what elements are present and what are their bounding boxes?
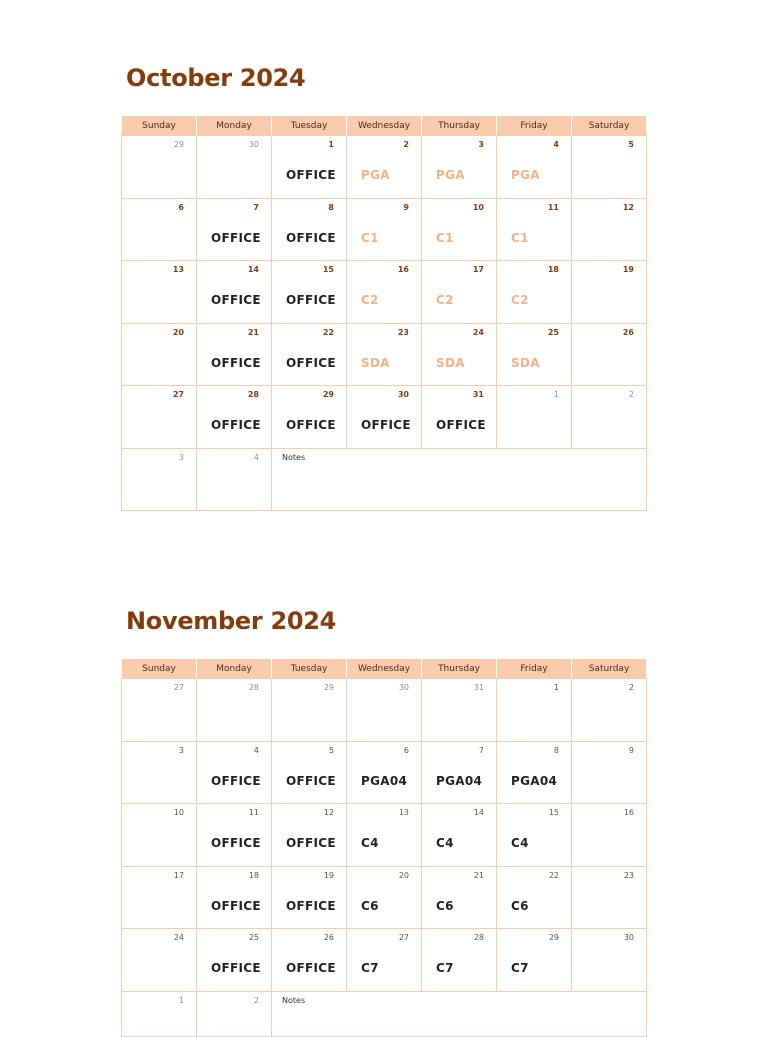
day-cell[interactable] <box>497 741 572 804</box>
day-cell[interactable] <box>497 323 572 386</box>
week-row <box>122 866 647 929</box>
day-number: 27 <box>172 390 184 399</box>
weekday-header: Tuesday <box>272 659 347 679</box>
event-label: PGA04 <box>436 773 483 788</box>
event-label: PGA <box>511 168 540 182</box>
day-cell[interactable] <box>197 929 272 992</box>
event-label: OFFICE <box>211 355 261 370</box>
day-cell[interactable] <box>272 929 347 992</box>
day-cell[interactable] <box>497 679 572 742</box>
week-row <box>122 679 647 742</box>
event-label: C4 <box>436 836 454 850</box>
day-cell[interactable] <box>422 323 497 386</box>
day-number: 20 <box>398 870 409 880</box>
day-cell[interactable] <box>122 929 197 992</box>
day-cell[interactable] <box>122 448 197 510</box>
weekday-header: Friday <box>497 659 572 679</box>
day-cell[interactable] <box>422 679 497 742</box>
notes-label: Notes <box>282 452 306 462</box>
day-number: 29 <box>173 140 184 149</box>
event-label: C6 <box>361 898 379 913</box>
day-number: 1 <box>328 140 334 149</box>
weekday-header: Thursday <box>422 116 497 136</box>
event-label: PGA <box>436 168 465 182</box>
weekday-header: Saturday <box>572 116 647 136</box>
day-number: 26 <box>622 327 634 337</box>
month-title: October 2024 <box>126 64 306 92</box>
day-cell[interactable] <box>122 804 197 867</box>
day-cell[interactable] <box>122 991 197 1036</box>
day-cell[interactable] <box>572 386 647 449</box>
day-number: 15 <box>548 808 559 817</box>
event-label: C4 <box>511 836 529 850</box>
day-cell[interactable] <box>497 261 572 324</box>
event-label: SDA <box>361 355 390 370</box>
day-cell[interactable] <box>422 261 497 324</box>
event-label: OFFICE <box>286 230 336 245</box>
day-number: 18 <box>547 265 559 274</box>
day-number: 27 <box>398 933 409 942</box>
day-number: 29 <box>548 933 559 942</box>
day-cell[interactable] <box>197 448 272 510</box>
day-number: 22 <box>322 327 334 337</box>
day-number: 31 <box>472 390 484 399</box>
day-number: 6 <box>403 745 409 755</box>
week-row <box>122 804 647 867</box>
weekday-header: Thursday <box>422 659 497 679</box>
notes-area[interactable] <box>272 991 647 1036</box>
day-cell[interactable] <box>497 136 572 199</box>
day-cell[interactable] <box>272 679 347 742</box>
weekday-header: Monday <box>197 116 272 136</box>
day-number: 29 <box>322 390 334 399</box>
day-cell[interactable] <box>422 866 497 929</box>
day-number: 11 <box>547 202 559 212</box>
day-number: 5 <box>328 745 334 755</box>
day-number: 25 <box>547 327 559 337</box>
event-label: C1 <box>361 230 379 245</box>
weekday-header: Sunday <box>122 659 197 679</box>
day-number: 27 <box>173 683 184 692</box>
day-cell[interactable] <box>572 261 647 324</box>
day-cell[interactable] <box>572 804 647 867</box>
day-cell[interactable] <box>272 741 347 804</box>
day-cell[interactable] <box>122 866 197 929</box>
notes-row <box>122 991 647 1036</box>
day-number: 14 <box>473 808 484 817</box>
day-number: 30 <box>623 933 634 942</box>
event-label: OFFICE <box>286 773 336 788</box>
day-number: 13 <box>172 265 184 274</box>
day-number: 2 <box>628 390 634 399</box>
day-number: 2 <box>253 995 259 1005</box>
day-number: 3 <box>478 140 484 149</box>
day-cell[interactable] <box>197 198 272 261</box>
day-cell[interactable] <box>197 991 272 1036</box>
day-cell[interactable] <box>272 261 347 324</box>
day-cell[interactable] <box>572 741 647 804</box>
day-cell[interactable] <box>497 198 572 261</box>
day-number: 4 <box>553 140 559 149</box>
day-cell[interactable] <box>422 386 497 449</box>
day-number: 5 <box>628 140 634 149</box>
day-cell[interactable] <box>347 929 422 992</box>
event-label: OFFICE <box>361 418 411 432</box>
week-row <box>122 741 647 804</box>
day-cell[interactable] <box>272 323 347 386</box>
day-number: 17 <box>472 265 484 274</box>
day-number: 12 <box>622 202 634 212</box>
day-number: 11 <box>248 808 259 817</box>
day-cell[interactable] <box>497 804 572 867</box>
weekday-header: Friday <box>497 116 572 136</box>
weekday-header: Monday <box>197 659 272 679</box>
day-number: 1 <box>178 995 184 1005</box>
day-number: 10 <box>173 808 184 817</box>
day-number: 4 <box>253 745 259 755</box>
day-cell[interactable] <box>197 323 272 386</box>
weekday-header: Sunday <box>122 116 197 136</box>
day-number: 28 <box>247 390 259 399</box>
event-label: C4 <box>361 836 379 850</box>
event-label: C2 <box>436 293 454 307</box>
month-title: November 2024 <box>126 607 337 635</box>
day-number: 30 <box>248 140 259 149</box>
event-label: SDA <box>436 355 465 370</box>
day-cell[interactable] <box>347 323 422 386</box>
day-number: 15 <box>322 265 334 274</box>
day-number: 9 <box>628 745 634 755</box>
day-number: 3 <box>178 745 184 755</box>
day-number: 9 <box>403 202 409 212</box>
event-label: OFFICE <box>211 230 261 245</box>
month-calendar-table <box>121 115 647 511</box>
weekday-header: Wednesday <box>347 116 422 136</box>
day-cell[interactable] <box>422 804 497 867</box>
event-label: OFFICE <box>436 418 486 432</box>
day-cell[interactable] <box>347 261 422 324</box>
day-number: 24 <box>472 327 484 337</box>
day-cell[interactable] <box>272 386 347 449</box>
week-row <box>122 929 647 992</box>
day-number: 1 <box>553 390 559 399</box>
day-number: 16 <box>623 808 634 817</box>
day-cell[interactable] <box>422 136 497 199</box>
day-cell[interactable] <box>422 741 497 804</box>
day-number: 21 <box>247 327 259 337</box>
event-label: C2 <box>511 293 529 307</box>
day-number: 4 <box>253 452 259 462</box>
day-number: 16 <box>397 265 409 274</box>
day-cell[interactable] <box>197 866 272 929</box>
day-cell[interactable] <box>272 866 347 929</box>
event-label: C1 <box>436 230 454 245</box>
event-label: OFFICE <box>286 961 336 975</box>
day-cell[interactable] <box>347 804 422 867</box>
day-number: 17 <box>173 870 184 880</box>
day-cell[interactable] <box>272 198 347 261</box>
notes-row <box>122 448 647 510</box>
day-number: 8 <box>328 202 334 212</box>
day-number: 28 <box>473 933 484 942</box>
day-number: 13 <box>398 808 409 817</box>
weekday-header: Tuesday <box>272 116 347 136</box>
day-cell[interactable] <box>197 261 272 324</box>
day-cell[interactable] <box>347 136 422 199</box>
day-cell[interactable] <box>122 198 197 261</box>
event-label: C1 <box>511 230 529 245</box>
event-label: C7 <box>361 961 379 975</box>
event-label: C7 <box>511 961 529 975</box>
week-row <box>122 136 647 199</box>
day-number: 8 <box>553 745 559 755</box>
day-number: 1 <box>553 683 559 692</box>
event-label: OFFICE <box>211 898 261 913</box>
weekday-header: Wednesday <box>347 659 422 679</box>
day-cell[interactable] <box>497 866 572 929</box>
day-number: 22 <box>548 870 559 880</box>
event-label: OFFICE <box>286 293 336 307</box>
event-label: PGA04 <box>511 773 558 788</box>
weekday-header-row <box>122 116 647 136</box>
day-cell[interactable] <box>572 198 647 261</box>
day-number: 29 <box>323 683 334 692</box>
event-label: OFFICE <box>286 168 336 182</box>
weekday-header-row <box>122 659 647 679</box>
day-number: 18 <box>248 870 259 880</box>
day-number: 2 <box>403 140 409 149</box>
day-number: 28 <box>248 683 259 692</box>
day-number: 26 <box>323 933 334 942</box>
day-cell[interactable] <box>422 198 497 261</box>
day-cell[interactable] <box>122 679 197 742</box>
day-cell[interactable] <box>572 679 647 742</box>
month-calendar-table <box>121 658 647 1037</box>
day-cell[interactable] <box>122 323 197 386</box>
day-number: 2 <box>628 683 634 692</box>
week-row <box>122 261 647 324</box>
day-cell[interactable] <box>122 386 197 449</box>
day-cell[interactable] <box>347 741 422 804</box>
event-label: C2 <box>361 293 379 307</box>
day-cell[interactable] <box>422 929 497 992</box>
day-cell[interactable] <box>572 866 647 929</box>
day-number: 7 <box>253 202 259 212</box>
week-row <box>122 198 647 261</box>
day-number: 12 <box>323 808 334 817</box>
day-number: 25 <box>248 933 259 942</box>
day-cell[interactable] <box>122 741 197 804</box>
event-label: PGA04 <box>361 773 408 788</box>
event-label: OFFICE <box>286 355 336 370</box>
event-label: PGA <box>361 168 390 182</box>
day-number: 21 <box>473 870 484 880</box>
event-label: C6 <box>511 898 529 913</box>
event-label: OFFICE <box>211 961 261 975</box>
day-number: 19 <box>323 870 334 880</box>
week-row <box>122 386 647 449</box>
day-number: 14 <box>247 265 259 274</box>
day-cell[interactable] <box>272 136 347 199</box>
day-cell[interactable] <box>122 261 197 324</box>
day-number: 20 <box>172 327 184 337</box>
notes-label: Notes <box>282 995 306 1005</box>
day-number: 23 <box>623 870 634 880</box>
day-cell[interactable] <box>347 679 422 742</box>
day-number: 23 <box>397 327 409 337</box>
notes-area[interactable] <box>272 448 647 510</box>
day-cell[interactable] <box>572 929 647 992</box>
day-cell[interactable] <box>197 741 272 804</box>
event-label: C6 <box>436 898 454 913</box>
event-label: OFFICE <box>211 418 261 432</box>
weekday-header: Saturday <box>572 659 647 679</box>
day-number: 19 <box>622 265 634 274</box>
event-label: OFFICE <box>286 898 336 913</box>
day-number: 7 <box>478 745 484 755</box>
day-cell[interactable] <box>272 804 347 867</box>
day-cell[interactable] <box>197 679 272 742</box>
day-cell[interactable] <box>197 136 272 199</box>
day-number: 24 <box>173 933 184 942</box>
day-cell[interactable] <box>197 804 272 867</box>
day-cell[interactable] <box>572 323 647 386</box>
day-cell[interactable] <box>497 929 572 992</box>
week-row <box>122 323 647 386</box>
day-cell[interactable] <box>572 136 647 199</box>
event-label: OFFICE <box>211 836 261 850</box>
day-cell[interactable] <box>122 136 197 199</box>
day-number: 10 <box>472 202 484 212</box>
day-cell[interactable] <box>347 386 422 449</box>
day-number: 30 <box>398 683 409 692</box>
day-cell[interactable] <box>197 386 272 449</box>
day-cell[interactable] <box>347 198 422 261</box>
event-label: OFFICE <box>286 836 336 850</box>
day-number: 31 <box>473 683 484 692</box>
event-label: OFFICE <box>211 773 261 788</box>
day-cell[interactable] <box>497 386 572 449</box>
event-label: SDA <box>511 355 540 370</box>
day-number: 6 <box>178 202 184 212</box>
day-cell[interactable] <box>347 866 422 929</box>
day-number: 30 <box>397 390 409 399</box>
day-number: 3 <box>178 452 184 462</box>
event-label: OFFICE <box>211 293 261 307</box>
event-label: OFFICE <box>286 418 336 432</box>
event-label: C7 <box>436 961 454 975</box>
